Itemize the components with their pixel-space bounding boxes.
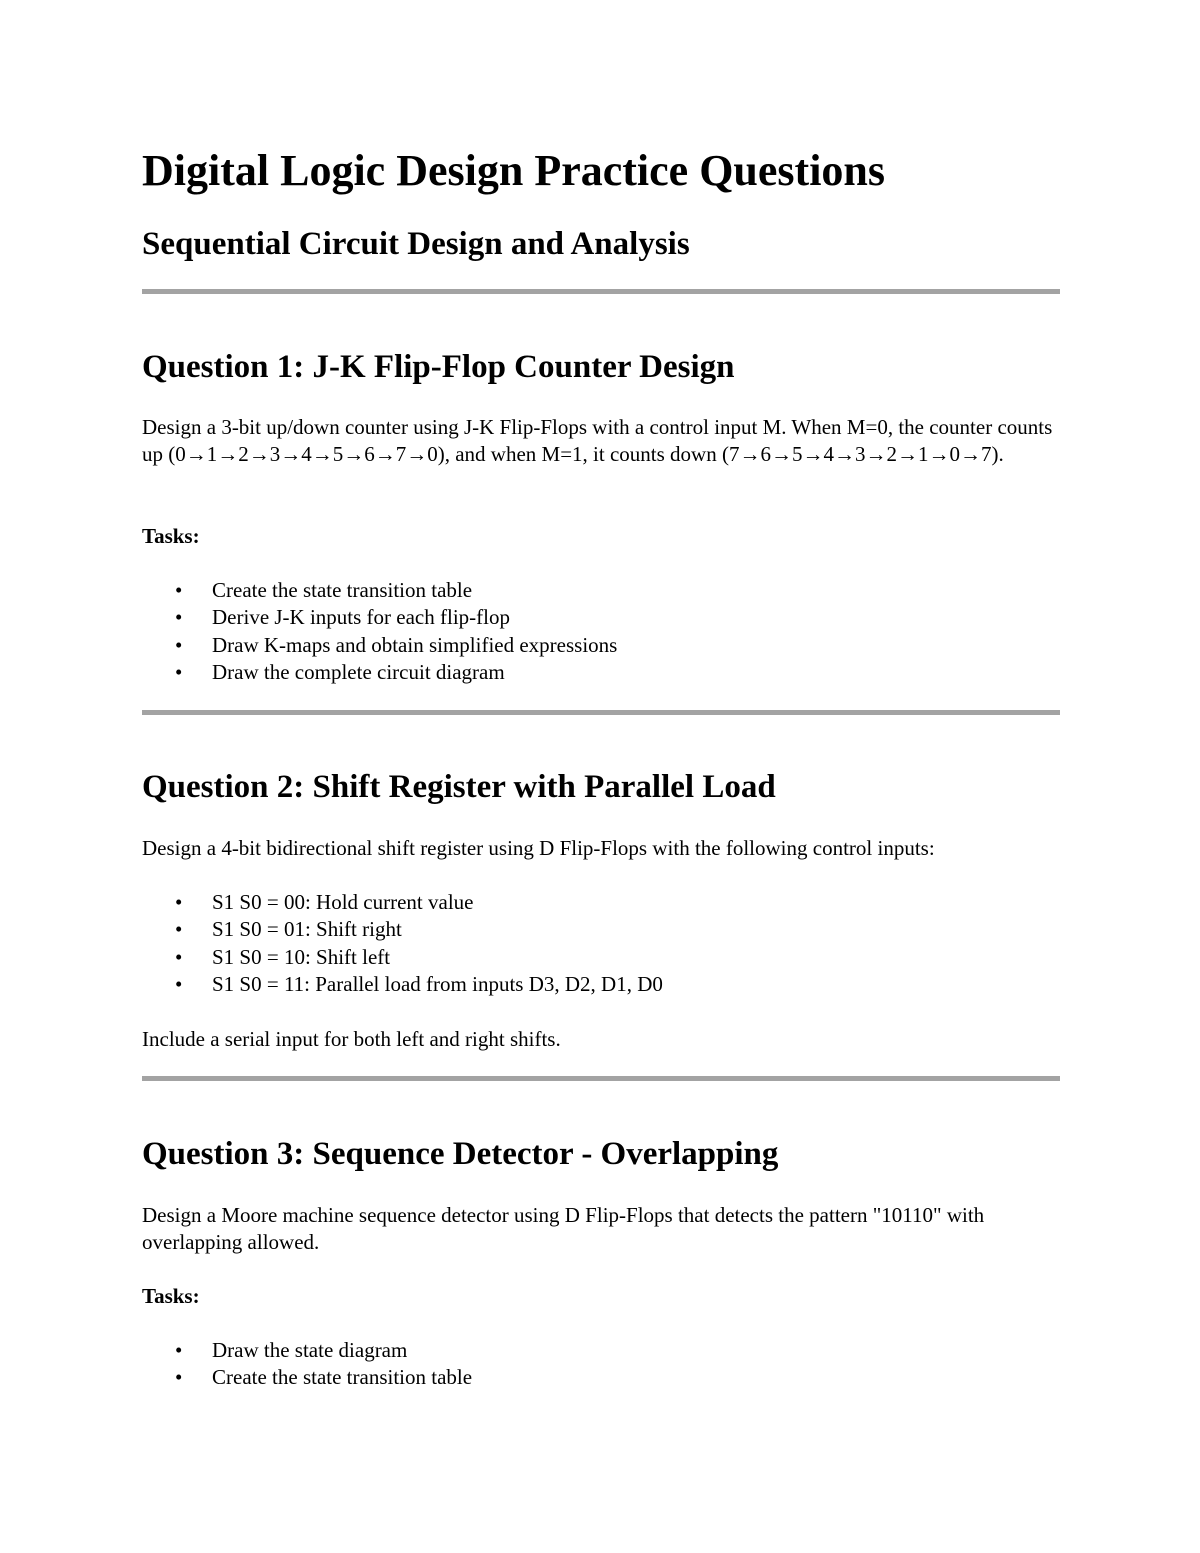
bullet-icon: • <box>175 659 183 684</box>
list-item-text: Create the state transition table <box>212 578 473 602</box>
bullet-icon: • <box>175 1338 183 1362</box>
list-item-text: S1 S0 = 00: Hold current value <box>212 890 474 914</box>
bullet-icon: • <box>175 605 183 630</box>
question-heading: Question 2: Shift Register with Parallel Load <box>142 769 776 805</box>
page-subtitle: Sequential Circuit Design and Analysis <box>142 226 690 262</box>
list-item-text: Draw the complete circuit diagram <box>212 659 505 684</box>
option-list <box>142 889 663 998</box>
divider <box>142 1076 1060 1081</box>
list-item-text: S1 S0 = 01: Shift right <box>212 917 402 942</box>
question-note: Include a serial input for both left and right shifts. <box>142 1027 561 1051</box>
bullet-icon: • <box>175 632 183 657</box>
question-heading: Question 3: Sequence Detector - Overlapping <box>142 1136 779 1172</box>
question-heading: Question 1: J-K Flip-Flop Counter Design <box>142 349 735 385</box>
divider <box>142 289 1060 294</box>
list-item <box>142 1364 472 1391</box>
bullet-icon: • <box>175 578 183 602</box>
list-item-text: Create the state transition table <box>212 1365 473 1390</box>
task-list <box>142 1337 472 1392</box>
list-item <box>142 632 617 659</box>
question-description: Design a 3-bit up/down counter using J-K Flip-Flops with a control input M. When M=0, the counter counts up (0→1→2→3→4→5→6→7→0), and when M=1, it counts down (7→6→5→4→3→2→1→0→7). <box>142 415 1053 466</box>
divider <box>142 710 1060 715</box>
list-item <box>142 577 617 604</box>
bullet-icon: • <box>175 971 183 996</box>
list-item <box>142 889 663 916</box>
list-item-text: S1 S0 = 10: Shift left <box>212 944 391 969</box>
list-item <box>142 971 663 998</box>
list-item-text: Draw K-maps and obtain simplified expressions <box>212 632 618 657</box>
bullet-icon: • <box>175 1365 183 1390</box>
list-item <box>142 1337 472 1364</box>
bullet-icon: • <box>175 944 183 969</box>
list-item-text: Derive J-K inputs for each flip-flop <box>212 605 510 630</box>
bullet-icon: • <box>175 917 183 942</box>
question-description: Design a Moore machine sequence detector using D Flip-Flops that detects the pattern "10110" with overlapping allowed. <box>142 1203 985 1254</box>
list-item <box>142 659 617 686</box>
task-list <box>142 577 617 686</box>
tasks-label: Tasks: <box>142 524 200 548</box>
list-item-text: Draw the state diagram <box>212 1338 408 1362</box>
bullet-icon: • <box>175 890 183 914</box>
list-item <box>142 916 663 943</box>
page-title: Digital Logic Design Practice Questions <box>142 146 886 195</box>
list-item <box>142 604 617 631</box>
tasks-label: Tasks: <box>142 1284 200 1308</box>
list-item-text: S1 S0 = 11: Parallel load from inputs D3, D2, D1, D0 <box>212 971 663 996</box>
list-item <box>142 944 663 971</box>
question-description: Design a 4-bit bidirectional shift register using D Flip-Flops with the following control inputs: <box>142 836 935 860</box>
